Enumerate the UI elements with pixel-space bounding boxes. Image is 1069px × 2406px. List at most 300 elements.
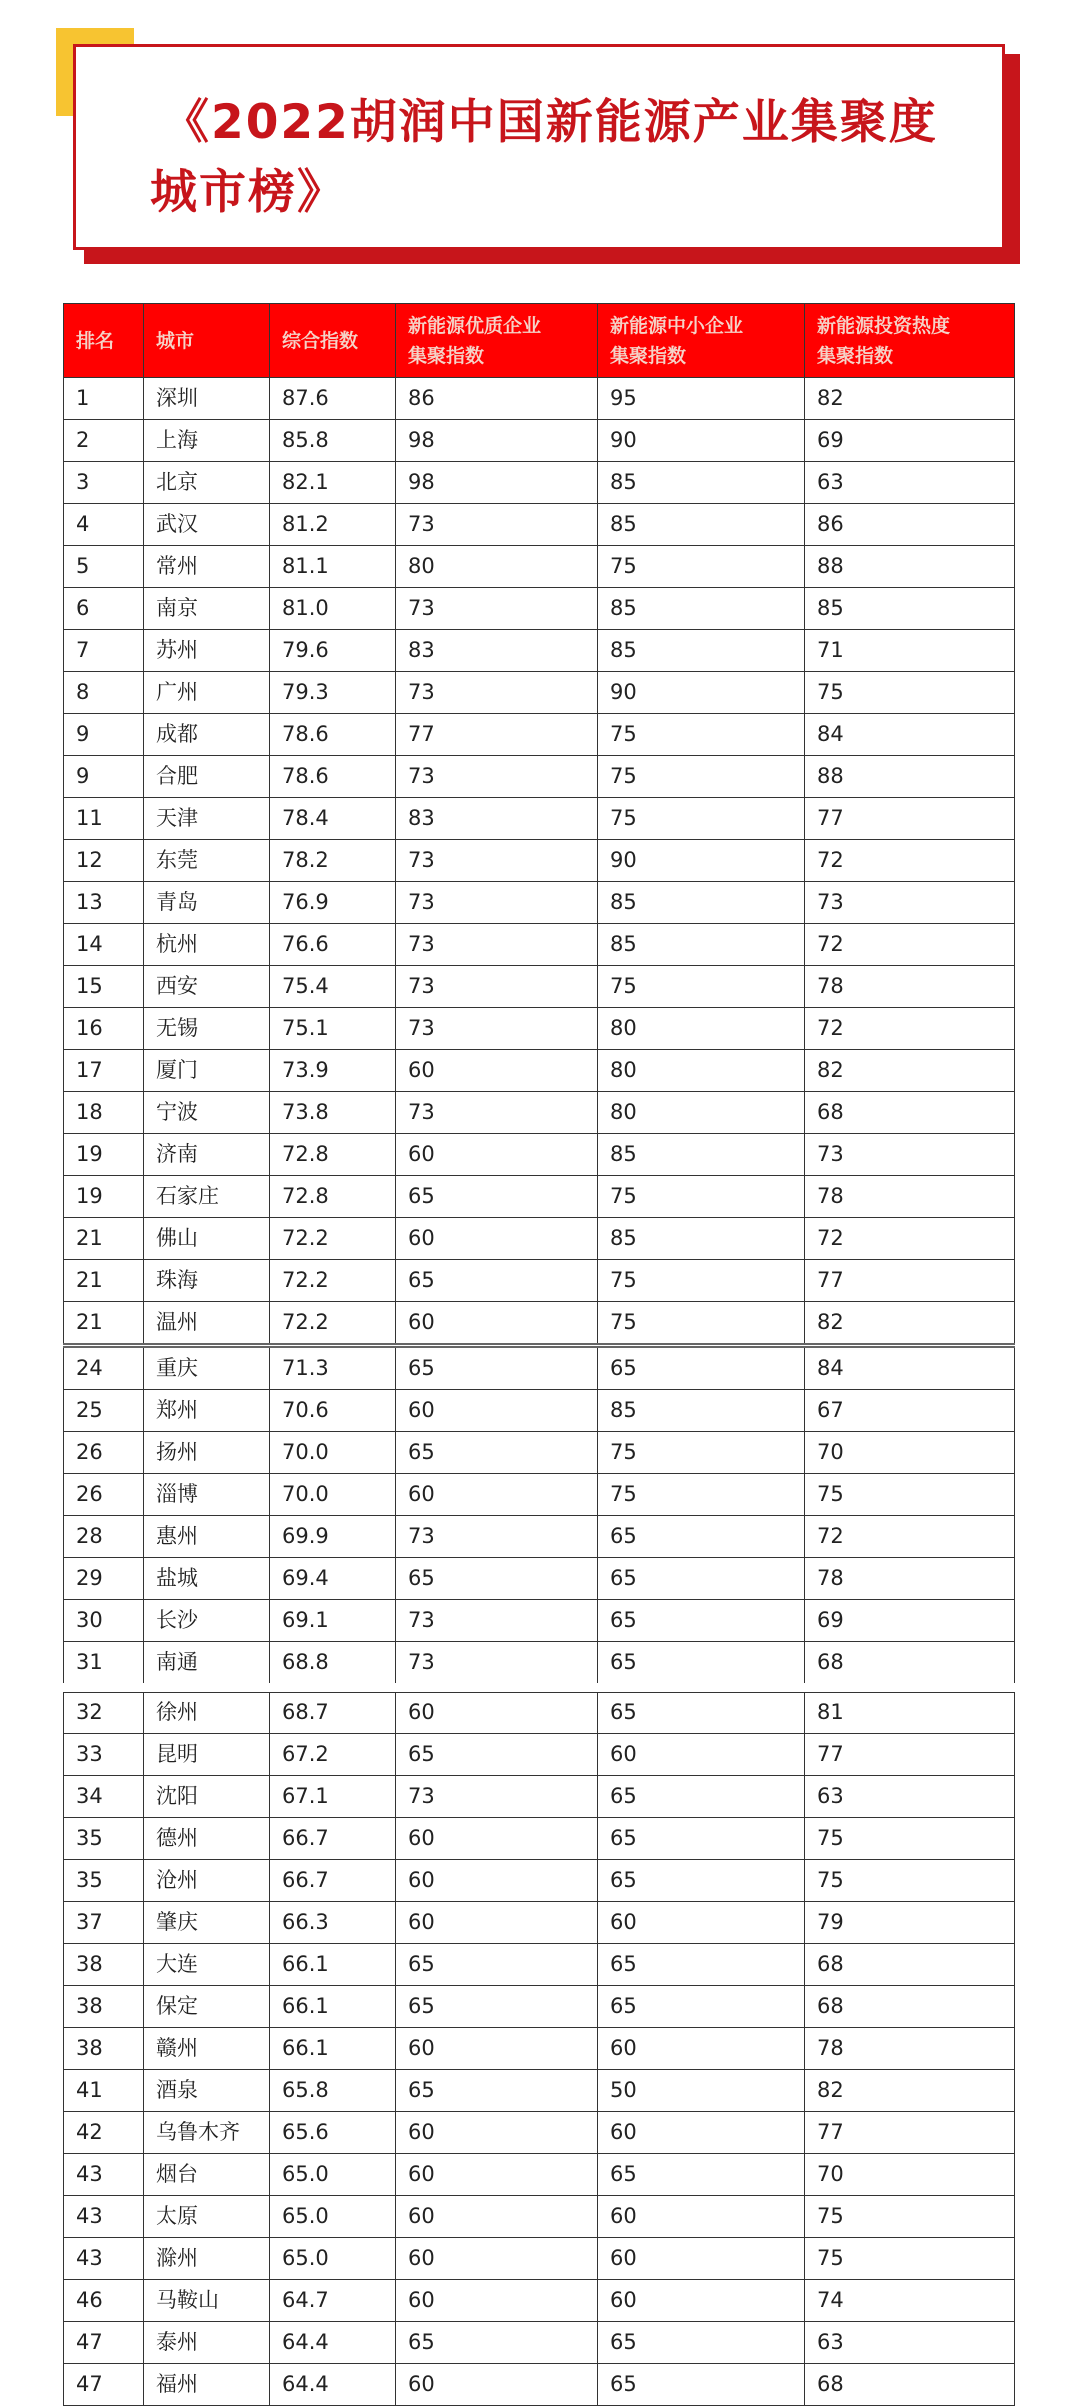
- table-row: [64, 1050, 1015, 1092]
- cell-sme: 85: [598, 924, 805, 966]
- cell-composite: 78.6: [270, 756, 396, 798]
- cell-composite: 66.1: [270, 1986, 396, 2028]
- page-title-line-1: 《2022胡润中国新能源产业集聚度: [162, 95, 938, 150]
- cell-investment: 77: [805, 2112, 1015, 2154]
- cell-city: 西安: [144, 966, 270, 1008]
- cell-quality: 98: [396, 462, 598, 504]
- cell-quality: 73: [396, 1516, 598, 1558]
- cell-investment: 63: [805, 1776, 1015, 1818]
- cell-quality: 65: [396, 1986, 598, 2028]
- cell-composite: 81.1: [270, 546, 396, 588]
- cell-sme: 75: [598, 1260, 805, 1302]
- table-row: [64, 462, 1015, 504]
- cell-city: 合肥: [144, 756, 270, 798]
- cell-rank: 7: [64, 630, 144, 672]
- cell-rank: 8: [64, 672, 144, 714]
- cell-composite: 70.0: [270, 1474, 396, 1516]
- cell-investment: 82: [805, 1302, 1015, 1346]
- cell-sme: 60: [598, 1734, 805, 1776]
- cell-investment: 82: [805, 1050, 1015, 1092]
- table-row: [64, 1860, 1015, 1902]
- cell-sme: 65: [598, 1346, 805, 1390]
- table-row: [64, 1516, 1015, 1558]
- cell-composite: 70.0: [270, 1432, 396, 1474]
- cell-sme: 85: [598, 630, 805, 672]
- cell-composite: 72.2: [270, 1260, 396, 1302]
- cell-city: 马鞍山: [144, 2280, 270, 2322]
- cell-rank: 38: [64, 1986, 144, 2028]
- header-city: 城市: [144, 304, 270, 378]
- cell-composite: 78.4: [270, 798, 396, 840]
- table-row: [64, 2280, 1015, 2322]
- cell-rank: 17: [64, 1050, 144, 1092]
- cell-city: 佛山: [144, 1218, 270, 1260]
- cell-sme: 65: [598, 1776, 805, 1818]
- cell-investment: 78: [805, 1176, 1015, 1218]
- cell-composite: 70.6: [270, 1390, 396, 1432]
- cell-investment: 86: [805, 504, 1015, 546]
- table-row: [64, 798, 1015, 840]
- cell-rank: 43: [64, 2196, 144, 2238]
- cell-composite: 64.4: [270, 2364, 396, 2406]
- cell-composite: 71.3: [270, 1346, 396, 1390]
- cell-composite: 66.1: [270, 2028, 396, 2070]
- cell-composite: 64.7: [270, 2280, 396, 2322]
- cell-sme: 60: [598, 2238, 805, 2280]
- cell-city: 保定: [144, 1986, 270, 2028]
- cell-quality: 60: [396, 2112, 598, 2154]
- cell-quality: 73: [396, 1776, 598, 1818]
- table-row: [64, 1734, 1015, 1776]
- table-row: [64, 2028, 1015, 2070]
- cell-sme: 80: [598, 1050, 805, 1092]
- cell-sme: 90: [598, 672, 805, 714]
- cell-rank: 30: [64, 1600, 144, 1642]
- cell-sme: 65: [598, 1860, 805, 1902]
- cell-investment: 73: [805, 1134, 1015, 1176]
- cell-rank: 6: [64, 588, 144, 630]
- cell-rank: 28: [64, 1516, 144, 1558]
- cell-sme: 85: [598, 588, 805, 630]
- cell-rank: 34: [64, 1776, 144, 1818]
- cell-sme: 65: [598, 1818, 805, 1860]
- cell-sme: 90: [598, 840, 805, 882]
- cell-rank: 5: [64, 546, 144, 588]
- cell-sme: 80: [598, 1008, 805, 1050]
- table-row: [64, 630, 1015, 672]
- table-row: [64, 882, 1015, 924]
- cell-city: 泰州: [144, 2322, 270, 2364]
- cell-investment: 77: [805, 1260, 1015, 1302]
- table-row: [64, 756, 1015, 798]
- cell-city: 赣州: [144, 2028, 270, 2070]
- cell-sme: 65: [598, 1600, 805, 1642]
- table-row: [64, 1302, 1015, 1346]
- cell-city: 南京: [144, 588, 270, 630]
- cell-rank: 42: [64, 2112, 144, 2154]
- cell-composite: 87.6: [270, 378, 396, 420]
- header-composite-index: 综合指数: [270, 304, 396, 378]
- cell-quality: 60: [396, 1218, 598, 1260]
- cell-rank: 14: [64, 924, 144, 966]
- table-row: [64, 924, 1015, 966]
- cell-investment: 71: [805, 630, 1015, 672]
- cell-composite: 67.2: [270, 1734, 396, 1776]
- cell-sme: 75: [598, 756, 805, 798]
- cell-rank: 32: [64, 1688, 144, 1734]
- cell-quality: 60: [396, 1390, 598, 1432]
- table-row: [64, 2112, 1015, 2154]
- cell-rank: 46: [64, 2280, 144, 2322]
- cell-rank: 38: [64, 2028, 144, 2070]
- cell-rank: 21: [64, 1302, 144, 1346]
- table-row: [64, 1218, 1015, 1260]
- cell-sme: 65: [598, 1642, 805, 1688]
- cell-city: 武汉: [144, 504, 270, 546]
- cell-rank: 26: [64, 1474, 144, 1516]
- cell-quality: 60: [396, 1134, 598, 1176]
- cell-investment: 81: [805, 1688, 1015, 1734]
- cell-rank: 11: [64, 798, 144, 840]
- cell-city: 滁州: [144, 2238, 270, 2280]
- table-row: [64, 1092, 1015, 1134]
- cell-investment: 75: [805, 672, 1015, 714]
- cell-rank: 15: [64, 966, 144, 1008]
- cell-quality: 73: [396, 1600, 598, 1642]
- cell-city: 厦门: [144, 1050, 270, 1092]
- cell-sme: 60: [598, 2112, 805, 2154]
- cell-rank: 4: [64, 504, 144, 546]
- cell-rank: 9: [64, 714, 144, 756]
- table-row: [64, 378, 1015, 420]
- cell-quality: 60: [396, 2364, 598, 2406]
- cell-composite: 68.8: [270, 1642, 396, 1688]
- cell-sme: 75: [598, 1302, 805, 1346]
- cell-city: 青岛: [144, 882, 270, 924]
- table-row: [64, 1346, 1015, 1390]
- cell-composite: 82.1: [270, 462, 396, 504]
- cell-city: 德州: [144, 1818, 270, 1860]
- cell-investment: 78: [805, 2028, 1015, 2070]
- cell-sme: 65: [598, 1688, 805, 1734]
- cell-investment: 77: [805, 798, 1015, 840]
- cell-composite: 66.1: [270, 1944, 396, 1986]
- cell-quality: 60: [396, 1818, 598, 1860]
- cell-sme: 65: [598, 1558, 805, 1600]
- cell-investment: 78: [805, 966, 1015, 1008]
- cell-composite: 65.8: [270, 2070, 396, 2112]
- table-row: [64, 2238, 1015, 2280]
- table-row: [64, 966, 1015, 1008]
- table-row: [64, 1432, 1015, 1474]
- cell-quality: 86: [396, 378, 598, 420]
- cell-composite: 73.9: [270, 1050, 396, 1092]
- cell-city: 珠海: [144, 1260, 270, 1302]
- cell-quality: 73: [396, 1092, 598, 1134]
- cell-sme: 85: [598, 1218, 805, 1260]
- cell-sme: 65: [598, 2364, 805, 2406]
- table-row: [64, 1776, 1015, 1818]
- cell-quality: 73: [396, 1008, 598, 1050]
- table-row: [64, 1474, 1015, 1516]
- cell-composite: 81.0: [270, 588, 396, 630]
- cell-quality: 60: [396, 1860, 598, 1902]
- cell-rank: 25: [64, 1390, 144, 1432]
- cell-investment: 84: [805, 1346, 1015, 1390]
- table-row: [64, 1944, 1015, 1986]
- cell-rank: 18: [64, 1092, 144, 1134]
- cell-rank: 38: [64, 1944, 144, 1986]
- table-row: [64, 1558, 1015, 1600]
- cell-rank: 24: [64, 1346, 144, 1390]
- cell-city: 苏州: [144, 630, 270, 672]
- cell-composite: 85.8: [270, 420, 396, 462]
- cell-city: 沈阳: [144, 1776, 270, 1818]
- table-row: [64, 420, 1015, 462]
- table-row: [64, 2154, 1015, 2196]
- cell-rank: 31: [64, 1642, 144, 1688]
- cell-quality: 73: [396, 504, 598, 546]
- cell-quality: 60: [396, 1050, 598, 1092]
- cell-investment: 75: [805, 1474, 1015, 1516]
- cell-composite: 65.0: [270, 2238, 396, 2280]
- cell-quality: 60: [396, 2154, 598, 2196]
- cell-quality: 80: [396, 546, 598, 588]
- cell-investment: 85: [805, 588, 1015, 630]
- cell-sme: 65: [598, 2322, 805, 2364]
- cell-investment: 72: [805, 840, 1015, 882]
- cell-city: 肇庆: [144, 1902, 270, 1944]
- cell-sme: 75: [598, 1474, 805, 1516]
- table-row: [64, 2364, 1015, 2406]
- cell-rank: 21: [64, 1218, 144, 1260]
- table-row: [64, 672, 1015, 714]
- cell-sme: 95: [598, 378, 805, 420]
- cell-investment: 68: [805, 1642, 1015, 1688]
- cell-composite: 75.4: [270, 966, 396, 1008]
- cell-quality: 60: [396, 1688, 598, 1734]
- cell-sme: 85: [598, 1390, 805, 1432]
- cell-quality: 65: [396, 1346, 598, 1390]
- cell-investment: 82: [805, 2070, 1015, 2112]
- cell-rank: 19: [64, 1134, 144, 1176]
- cell-rank: 33: [64, 1734, 144, 1776]
- cell-investment: 68: [805, 1944, 1015, 1986]
- cell-sme: 85: [598, 1134, 805, 1176]
- cell-sme: 75: [598, 546, 805, 588]
- cell-rank: 2: [64, 420, 144, 462]
- cell-rank: 43: [64, 2238, 144, 2280]
- table-row: [64, 546, 1015, 588]
- cell-sme: 65: [598, 2154, 805, 2196]
- table-header-row: [64, 304, 1015, 378]
- cell-sme: 75: [598, 1176, 805, 1218]
- cell-quality: 73: [396, 966, 598, 1008]
- cell-composite: 69.9: [270, 1516, 396, 1558]
- cell-city: 重庆: [144, 1346, 270, 1390]
- cell-investment: 72: [805, 1008, 1015, 1050]
- cell-quality: 73: [396, 840, 598, 882]
- cell-city: 上海: [144, 420, 270, 462]
- cell-sme: 75: [598, 798, 805, 840]
- cell-investment: 68: [805, 1986, 1015, 2028]
- cell-investment: 88: [805, 546, 1015, 588]
- cell-quality: 65: [396, 1260, 598, 1302]
- cell-rank: 47: [64, 2322, 144, 2364]
- cell-city: 东莞: [144, 840, 270, 882]
- cell-composite: 72.2: [270, 1302, 396, 1346]
- cell-investment: 73: [805, 882, 1015, 924]
- cell-sme: 75: [598, 966, 805, 1008]
- cell-city: 烟台: [144, 2154, 270, 2196]
- cell-investment: 70: [805, 1432, 1015, 1474]
- cell-investment: 69: [805, 1600, 1015, 1642]
- cell-city: 昆明: [144, 1734, 270, 1776]
- cell-rank: 9: [64, 756, 144, 798]
- cell-quality: 98: [396, 420, 598, 462]
- cell-investment: 67: [805, 1390, 1015, 1432]
- cell-city: 沧州: [144, 1860, 270, 1902]
- cell-composite: 65.0: [270, 2154, 396, 2196]
- cell-quality: 65: [396, 2322, 598, 2364]
- cell-city: 天津: [144, 798, 270, 840]
- cell-city: 郑州: [144, 1390, 270, 1432]
- cell-city: 温州: [144, 1302, 270, 1346]
- cell-city: 惠州: [144, 1516, 270, 1558]
- cell-investment: 70: [805, 2154, 1015, 2196]
- cell-rank: 41: [64, 2070, 144, 2112]
- cell-rank: 12: [64, 840, 144, 882]
- cell-sme: 85: [598, 504, 805, 546]
- header-investment-heat-index: 新能源投资热度 集聚指数: [805, 304, 1015, 378]
- ranking-table: [63, 303, 1015, 2406]
- cell-rank: 35: [64, 1860, 144, 1902]
- cell-investment: 75: [805, 1860, 1015, 1902]
- cell-composite: 67.1: [270, 1776, 396, 1818]
- cell-composite: 66.7: [270, 1818, 396, 1860]
- cell-city: 徐州: [144, 1688, 270, 1734]
- cell-investment: 82: [805, 378, 1015, 420]
- cell-sme: 85: [598, 882, 805, 924]
- cell-sme: 90: [598, 420, 805, 462]
- header-sme-index: 新能源中小企业 集聚指数: [598, 304, 805, 378]
- cell-city: 南通: [144, 1642, 270, 1688]
- cell-rank: 37: [64, 1902, 144, 1944]
- cell-city: 太原: [144, 2196, 270, 2238]
- cell-quality: 65: [396, 1734, 598, 1776]
- cell-investment: 88: [805, 756, 1015, 798]
- cell-rank: 29: [64, 1558, 144, 1600]
- cell-city: 北京: [144, 462, 270, 504]
- table-row: [64, 1008, 1015, 1050]
- cell-composite: 66.7: [270, 1860, 396, 1902]
- cell-sme: 75: [598, 714, 805, 756]
- cell-quality: 73: [396, 1642, 598, 1688]
- cell-sme: 85: [598, 462, 805, 504]
- cell-investment: 75: [805, 2196, 1015, 2238]
- cell-composite: 69.1: [270, 1600, 396, 1642]
- cell-quality: 60: [396, 1302, 598, 1346]
- cell-composite: 76.6: [270, 924, 396, 966]
- cell-quality: 60: [396, 2196, 598, 2238]
- cell-investment: 72: [805, 1516, 1015, 1558]
- cell-composite: 69.4: [270, 1558, 396, 1600]
- cell-city: 宁波: [144, 1092, 270, 1134]
- cell-rank: 21: [64, 1260, 144, 1302]
- table-row: [64, 1642, 1015, 1688]
- cell-city: 成都: [144, 714, 270, 756]
- cell-composite: 72.2: [270, 1218, 396, 1260]
- cell-composite: 75.1: [270, 1008, 396, 1050]
- table-row: [64, 1818, 1015, 1860]
- cell-city: 长沙: [144, 1600, 270, 1642]
- table-row: [64, 714, 1015, 756]
- cell-composite: 72.8: [270, 1134, 396, 1176]
- cell-composite: 79.3: [270, 672, 396, 714]
- cell-rank: 13: [64, 882, 144, 924]
- cell-investment: 69: [805, 420, 1015, 462]
- cell-investment: 68: [805, 2364, 1015, 2406]
- cell-sme: 60: [598, 1902, 805, 1944]
- cell-quality: 60: [396, 2280, 598, 2322]
- cell-composite: 65.6: [270, 2112, 396, 2154]
- table-row: [64, 1688, 1015, 1734]
- cell-investment: 68: [805, 1092, 1015, 1134]
- cell-investment: 84: [805, 714, 1015, 756]
- cell-city: 乌鲁木齐: [144, 2112, 270, 2154]
- cell-city: 大连: [144, 1944, 270, 1986]
- table-row: [64, 2322, 1015, 2364]
- table-row: [64, 1176, 1015, 1218]
- cell-sme: 50: [598, 2070, 805, 2112]
- cell-quality: 60: [396, 1902, 598, 1944]
- cell-sme: 75: [598, 1432, 805, 1474]
- cell-investment: 63: [805, 2322, 1015, 2364]
- cell-investment: 74: [805, 2280, 1015, 2322]
- cell-sme: 60: [598, 2196, 805, 2238]
- cell-investment: 77: [805, 1734, 1015, 1776]
- cell-sme: 65: [598, 1986, 805, 2028]
- cell-rank: 3: [64, 462, 144, 504]
- cell-composite: 72.8: [270, 1176, 396, 1218]
- cell-rank: 1: [64, 378, 144, 420]
- cell-investment: 75: [805, 1818, 1015, 1860]
- cell-city: 福州: [144, 2364, 270, 2406]
- cell-quality: 60: [396, 1474, 598, 1516]
- table-row: [64, 840, 1015, 882]
- cell-investment: 72: [805, 924, 1015, 966]
- cell-rank: 19: [64, 1176, 144, 1218]
- table-row: [64, 1986, 1015, 2028]
- cell-city: 盐城: [144, 1558, 270, 1600]
- cell-quality: 65: [396, 1176, 598, 1218]
- page-title-line-2: 城市榜》: [150, 165, 346, 220]
- cell-sme: 60: [598, 2028, 805, 2070]
- cell-composite: 73.8: [270, 1092, 396, 1134]
- cell-quality: 77: [396, 714, 598, 756]
- cell-quality: 83: [396, 798, 598, 840]
- cell-quality: 65: [396, 1558, 598, 1600]
- cell-quality: 73: [396, 924, 598, 966]
- cell-composite: 79.6: [270, 630, 396, 672]
- cell-city: 杭州: [144, 924, 270, 966]
- cell-sme: 65: [598, 1944, 805, 1986]
- cell-sme: 65: [598, 1516, 805, 1558]
- cell-rank: 35: [64, 1818, 144, 1860]
- cell-city: 淄博: [144, 1474, 270, 1516]
- cell-investment: 78: [805, 1558, 1015, 1600]
- cell-investment: 79: [805, 1902, 1015, 1944]
